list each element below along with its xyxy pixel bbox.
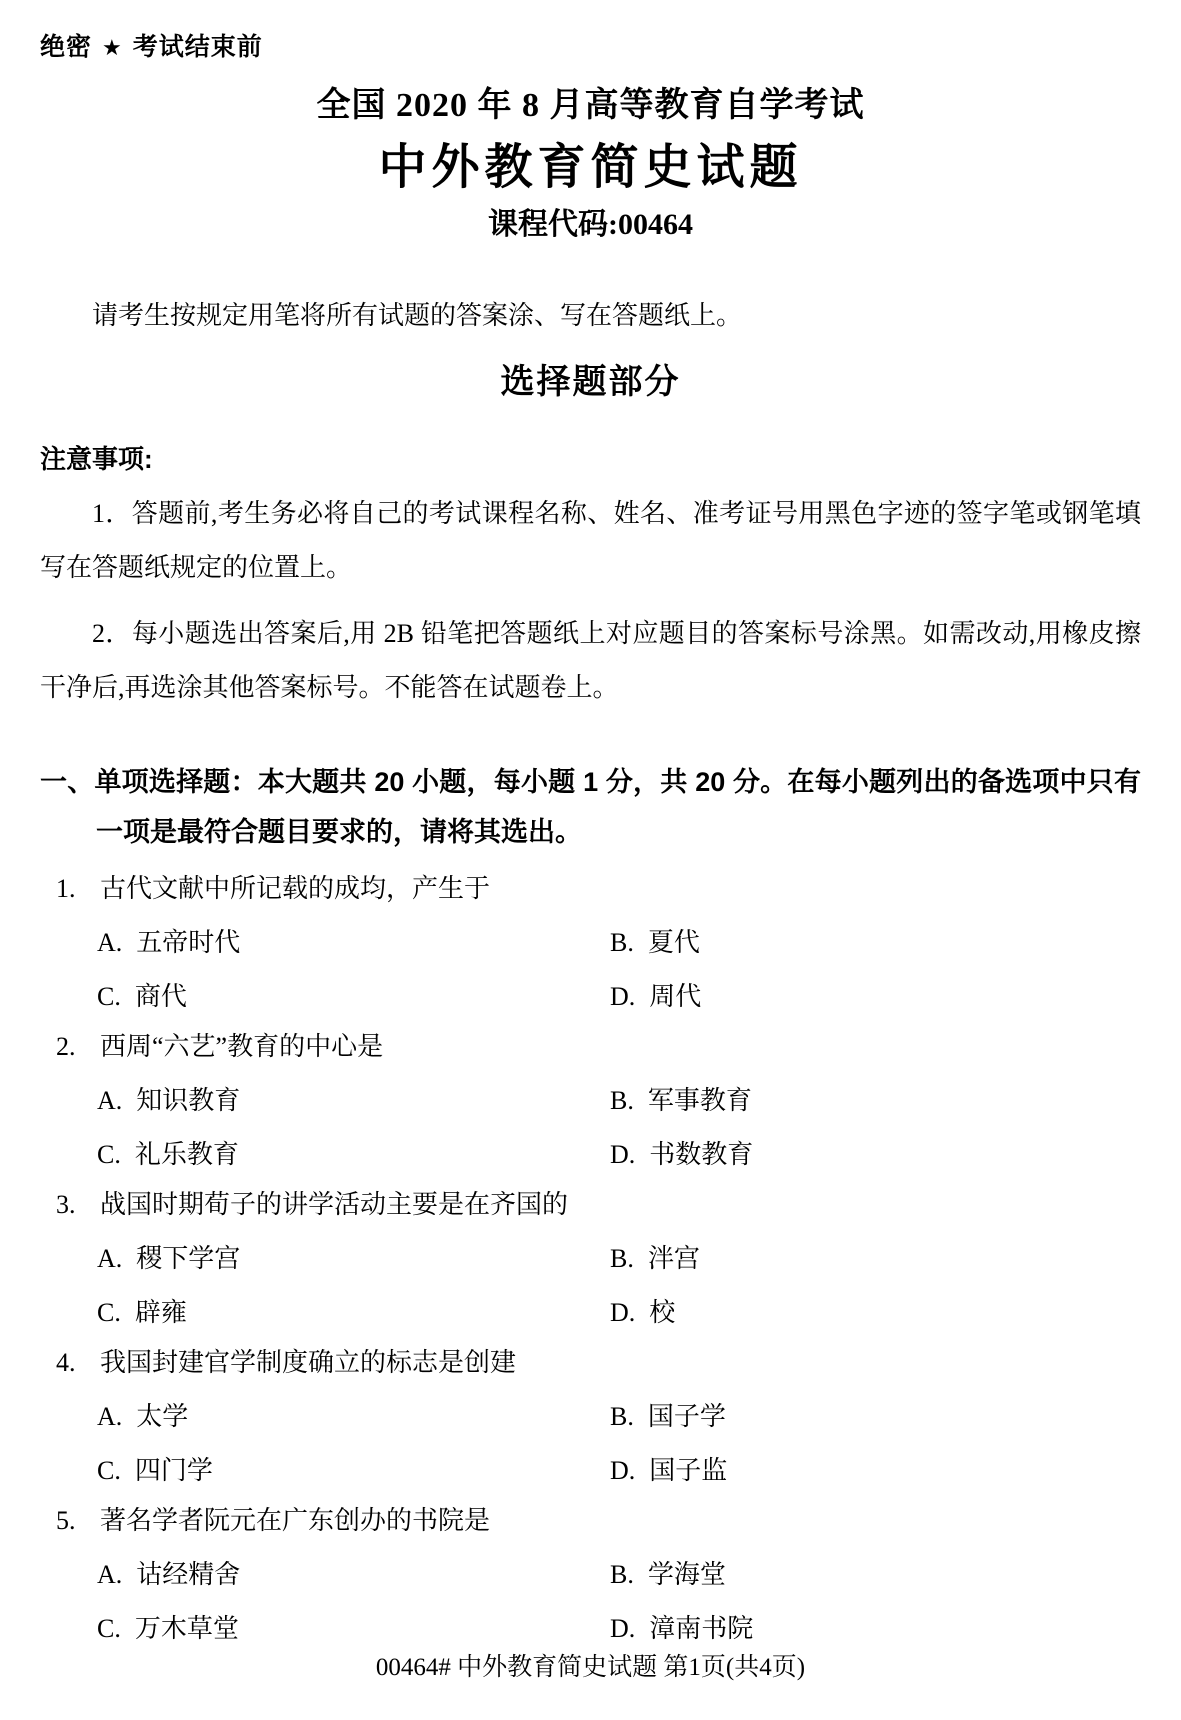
secrecy-header bbox=[40, 32, 1141, 63]
star-icon: ★ bbox=[102, 35, 123, 60]
notes-title: 注意事项: bbox=[40, 444, 153, 474]
question-2-option-b: B. 军事教育 bbox=[610, 1086, 752, 1115]
question-3-option-d: D. 校 bbox=[610, 1298, 676, 1327]
page-footer: 00464# 中外教育简史试题 第1页(共4页) bbox=[375, 1654, 806, 1681]
question-2-option-a: A. 知识教育 bbox=[97, 1086, 241, 1115]
secrecy-timing-label: 考试结束前 bbox=[132, 33, 263, 61]
section-title: 选择题部分 bbox=[500, 363, 681, 401]
question-number: 2. bbox=[56, 1032, 76, 1061]
question-1-option-d: D. 周代 bbox=[610, 982, 702, 1011]
exam-title: 全国 2020 年 8 月高等教育自学考试 bbox=[316, 87, 865, 124]
question-number: 5. bbox=[56, 1506, 76, 1535]
question-2-option-c: C. 礼乐教育 bbox=[97, 1140, 239, 1169]
question-2 bbox=[40, 1029, 1141, 1173]
note-2: 2．每小题选出答案后,用 2B 铅笔把答题纸上对应题目的答案标号涂黑。如需改动,用橡皮擦干净后,再选涂其他答案标号。不能答在试题卷上。 bbox=[40, 619, 1141, 702]
course-code: 课程代码:00464 bbox=[488, 208, 693, 241]
question-5 bbox=[40, 1503, 1141, 1647]
question-4-option-c: C. 四门学 bbox=[97, 1456, 213, 1485]
question-stem: 西周“六艺”教育的中心是 bbox=[100, 1032, 384, 1061]
question-number: 3. bbox=[56, 1190, 76, 1219]
question-4-option-b: B. 国子学 bbox=[610, 1402, 726, 1431]
question-5-option-a: A. 诂经精舍 bbox=[97, 1560, 241, 1589]
question-4-option-a: A. 太学 bbox=[97, 1402, 189, 1431]
part-one-heading bbox=[40, 757, 1141, 857]
question-1-option-c: C. 商代 bbox=[97, 982, 187, 1011]
answer-sheet-instruction: 请考生按规定用笔将所有试题的答案涂、写在答题纸上。 bbox=[92, 301, 743, 330]
part-one-heading-text: 单项选择题：本大题共 20 小题，每小题 1 分，共 20 分。在每小题列出的备选项中只有一项是最符合题目要求的，请将其选出。 bbox=[94, 767, 1141, 847]
question-1-option-a: A. 五帝时代 bbox=[97, 928, 241, 957]
question-1 bbox=[40, 871, 1141, 1015]
question-stem: 战国时期荀子的讲学活动主要是在齐国的 bbox=[100, 1190, 569, 1219]
question-stem: 我国封建官学制度确立的标志是创建 bbox=[100, 1348, 517, 1377]
note-1: 1．答题前,考生务必将自己的考试课程名称、姓名、准考证号用黑色字迹的签字笔或钢笔填写在答题纸规定的位置上。 bbox=[40, 499, 1141, 582]
question-stem: 著名学者阮元在广东创办的书院是 bbox=[100, 1506, 491, 1535]
question-5-option-c: C. 万木草堂 bbox=[97, 1614, 239, 1643]
part-one-label: 一、 bbox=[40, 767, 95, 797]
question-1-option-b: B. 夏代 bbox=[610, 928, 700, 957]
question-5-option-b: B. 学海堂 bbox=[610, 1560, 726, 1589]
question-number: 4. bbox=[56, 1348, 76, 1377]
question-3-option-b: B. 泮宫 bbox=[610, 1244, 700, 1273]
question-3-option-a: A. 稷下学宫 bbox=[97, 1244, 241, 1273]
question-2-option-d: D. 书数教育 bbox=[610, 1140, 754, 1169]
question-stem: 古代文献中所记载的成均，产生于 bbox=[100, 874, 491, 903]
paper-title: 中外教育简史试题 bbox=[378, 141, 803, 194]
question-3-option-c: C. 辟雍 bbox=[97, 1298, 187, 1327]
question-3 bbox=[40, 1187, 1141, 1331]
question-4 bbox=[40, 1345, 1141, 1489]
question-5-option-d: D. 漳南书院 bbox=[610, 1614, 754, 1643]
secrecy-label: 绝密 bbox=[40, 33, 93, 61]
question-4-option-d: D. 国子监 bbox=[610, 1456, 728, 1485]
question-number: 1. bbox=[56, 874, 76, 903]
